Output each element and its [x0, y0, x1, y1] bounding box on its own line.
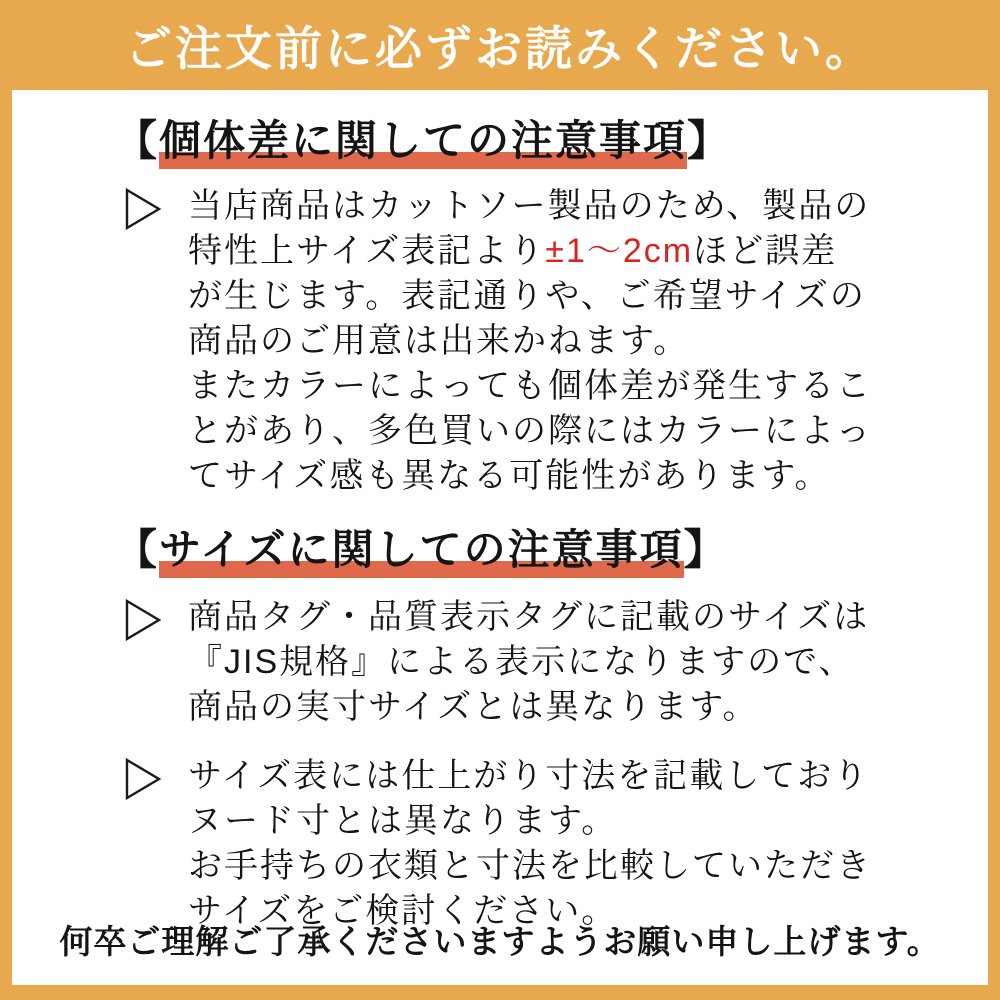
- triangle-bullet-icon: [124, 757, 162, 801]
- bracket-open: 【: [115, 117, 160, 164]
- triangle-bullet-icon: [124, 598, 162, 642]
- section1-bullet1: [124, 184, 898, 499]
- page-title: ご注文前に必ずお読みください。: [125, 21, 875, 75]
- bracket-close: 】: [683, 526, 728, 573]
- bracket-open: 【: [115, 526, 160, 573]
- text-line: が生じます。表記通りや、ご希望サイズの: [188, 277, 866, 315]
- header-banner: [0, 0, 1000, 90]
- section2-bullet1: [124, 595, 898, 730]
- section1-heading-text: 個体差に関しての注意事項: [159, 117, 687, 169]
- text-line: 商品のご用意は出来かねます。: [188, 322, 690, 360]
- section1-heading: [115, 112, 988, 170]
- text-segment: 特性上サイズ表記より: [188, 232, 546, 270]
- footer-text: 何卒ご理解ご了承くださいますようお願い申し上げます。: [59, 923, 941, 960]
- text-line: てサイズ感も異なる可能性があります。: [188, 457, 831, 495]
- text-line: サイズをご検討ください。: [188, 892, 618, 930]
- bullet-text: [188, 595, 869, 730]
- section2-heading-text: サイズに関しての注意事項: [159, 526, 684, 578]
- triangle-bullet-icon: [124, 187, 162, 231]
- footer-note: [12, 916, 988, 963]
- text-segment: ほど誤差: [693, 232, 838, 270]
- text-line: 当店商品はカットソー製品のため、製品の: [188, 187, 871, 225]
- text-line: ヌード寸とは異なります。: [188, 802, 618, 840]
- text-line: とがあり、多色買いの際にはカラーによっ: [188, 412, 872, 450]
- bullet-text: [188, 184, 872, 499]
- text-line: 『JIS規格』による表示になりますので、: [188, 643, 855, 681]
- section2-bullet2: [124, 754, 898, 934]
- text-line: 商品タグ・品質表示タグに記載のサイズは: [188, 598, 870, 636]
- text-line: またカラーによっても個体差が発生するこ: [188, 367, 872, 405]
- text-line: サイズ表には仕上がり寸法を記載しており: [188, 757, 870, 795]
- text-line: お手持ちの衣類と寸法を比較していただき: [188, 847, 872, 885]
- tolerance-highlight: ±1〜2cm: [545, 232, 694, 270]
- text-line: [188, 229, 872, 274]
- section2-heading: [115, 521, 988, 579]
- text-line: 商品の実寸サイズとは異なります。: [188, 688, 759, 726]
- bracket-close: 】: [687, 117, 732, 164]
- bullet-text: [188, 754, 872, 934]
